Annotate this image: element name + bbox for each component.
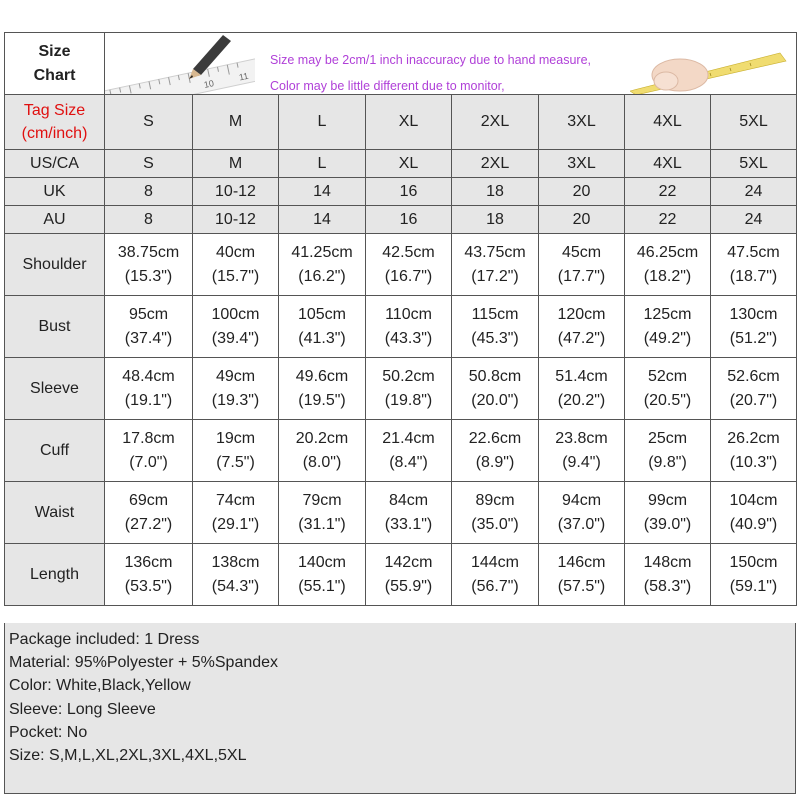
region-row-us-ca	[5, 150, 797, 178]
measurement-inch: (7.5")	[216, 453, 255, 471]
region-label-us-ca: US/CA	[5, 150, 105, 178]
measurement-cm: 19cm	[215, 430, 256, 448]
measurement-inch: (47.2")	[557, 329, 606, 347]
measurement-cell	[366, 358, 452, 420]
measurement-inch: (45.3")	[471, 329, 519, 347]
tag-size-l: L	[279, 95, 366, 150]
measurement-cell	[279, 482, 366, 544]
measurement-inch: (15.7")	[211, 267, 260, 285]
measurement-cm: 95cm	[128, 306, 169, 324]
measurement-inch: (56.7")	[471, 577, 519, 595]
measurement-inch: (20.2")	[557, 391, 606, 409]
measurement-cell	[452, 420, 539, 482]
measurement-cell	[711, 482, 797, 544]
measurement-inch: (43.3")	[384, 329, 433, 347]
region-value: 18	[452, 206, 539, 234]
measurement-cell	[452, 296, 539, 358]
tag-size-m: M	[193, 95, 279, 150]
region-row-uk	[5, 178, 797, 206]
measurement-cell	[366, 482, 452, 544]
measurement-inch: (31.1")	[298, 515, 346, 533]
ruler-pencil-icon	[105, 33, 255, 95]
info-pocket: Pocket: No	[9, 723, 88, 741]
measurement-cm: 99cm	[647, 492, 688, 510]
tag-size-s: S	[105, 95, 193, 150]
measurement-cell	[711, 544, 797, 606]
measurement-inch: (16.2")	[298, 267, 346, 285]
region-value: 10-12	[193, 178, 279, 206]
measurement-inch: (55.9")	[384, 577, 433, 595]
measurement-cell	[366, 420, 452, 482]
size-table	[4, 32, 797, 606]
measurement-row-sleeve	[5, 358, 797, 420]
measurement-cm: 79cm	[302, 492, 342, 510]
region-value: 14	[279, 206, 366, 234]
measurement-cell	[279, 234, 366, 296]
measurement-inch: (35.0")	[471, 515, 519, 533]
measurement-cm: 104cm	[729, 492, 778, 510]
measurement-cell	[193, 234, 279, 296]
measurement-label-waist: Waist	[5, 482, 105, 544]
measurement-cell	[625, 296, 711, 358]
measurement-cm: 38.75cm	[117, 244, 180, 262]
region-value: 5XL	[711, 150, 797, 178]
measurement-inch: (19.8")	[384, 391, 433, 409]
measurement-cell	[711, 234, 797, 296]
measurement-inch: (39.0")	[643, 515, 692, 533]
measurement-cm: 115cm	[471, 306, 519, 324]
measurement-cm: 49cm	[215, 368, 256, 386]
measurement-cell	[711, 296, 797, 358]
measurement-inch: (41.3")	[298, 329, 346, 347]
product-info	[4, 623, 796, 794]
measurement-row-bust	[5, 296, 797, 358]
measurement-cell	[452, 482, 539, 544]
title-line2: Chart	[33, 66, 76, 84]
measurement-inch: (19.5")	[298, 391, 346, 409]
measurement-cm: 40cm	[215, 244, 256, 262]
measurement-cell	[366, 296, 452, 358]
measurement-inch: (37.0")	[557, 515, 606, 533]
measurement-cm: 142cm	[384, 554, 433, 572]
measurement-cm: 105cm	[297, 306, 347, 324]
measurement-inch: (29.1")	[211, 515, 260, 533]
measurement-inch: (57.5")	[557, 577, 606, 595]
ruler-number-11: 11	[238, 70, 250, 83]
measurement-cm: 138cm	[211, 554, 260, 572]
tag-size-label	[5, 95, 105, 150]
measurement-cell	[452, 544, 539, 606]
measurement-cell	[539, 234, 625, 296]
measurement-inch: (19.1")	[124, 391, 173, 409]
measurement-cell	[452, 358, 539, 420]
measurement-inch: (53.5")	[124, 577, 173, 595]
measurement-cell	[279, 420, 366, 482]
measurement-cell	[625, 482, 711, 544]
measurement-cm: 23.8cm	[555, 430, 608, 448]
region-value: 14	[279, 178, 366, 206]
measurement-cell	[366, 544, 452, 606]
tag-size-row	[5, 95, 797, 150]
measurement-cm: 144cm	[470, 554, 520, 572]
measurement-inch: (10.3")	[729, 453, 778, 471]
measurement-inch: (40.9")	[729, 515, 778, 533]
measurement-cell	[279, 358, 366, 420]
measurement-cm: 21.4cm	[382, 430, 435, 448]
measurement-cm: 17.8cm	[122, 430, 175, 448]
tag-size-label-line1: Tag Size	[23, 101, 86, 119]
measurement-inch: (20.5")	[643, 391, 692, 409]
measurement-cm: 49.6cm	[295, 368, 349, 386]
measurement-cell	[279, 296, 366, 358]
ruler-number-10: 10	[202, 78, 215, 90]
measurement-inch: (9.4")	[562, 453, 601, 471]
measurement-cm: 140cm	[297, 554, 347, 572]
measurement-cm: 50.8cm	[468, 368, 522, 386]
measurement-cell	[539, 544, 625, 606]
region-value: 20	[539, 178, 625, 206]
measurement-cm: 26.2cm	[727, 430, 780, 448]
region-value: 8	[105, 178, 193, 206]
measurement-cell	[193, 420, 279, 482]
measurement-inch: (59.1")	[729, 577, 778, 595]
measure-notice-banner	[105, 33, 797, 95]
region-value: 3XL	[539, 150, 625, 178]
tag-size-xl: XL	[366, 95, 452, 150]
size-chart-title	[5, 33, 105, 95]
measurement-cm: 20.2cm	[295, 430, 349, 448]
region-label-uk: UK	[5, 178, 105, 206]
measurement-cm: 69cm	[128, 492, 169, 510]
region-value: 24	[711, 178, 797, 206]
info-sleeve: Sleeve: Long Sleeve	[9, 700, 156, 718]
info-color: Color: White,Black,Yellow	[9, 677, 191, 695]
region-value: 24	[711, 206, 797, 234]
measurement-inch: (7.0")	[129, 453, 168, 471]
measurement-inch: (49.2")	[643, 329, 692, 347]
region-value: 2XL	[452, 150, 539, 178]
measurement-row-shoulder	[5, 234, 797, 296]
measurement-cm: 146cm	[557, 554, 606, 572]
measurement-cm: 50.2cm	[382, 368, 435, 386]
measurement-label-shoulder: Shoulder	[5, 234, 105, 296]
measurement-cell	[105, 544, 193, 606]
measurement-cell	[625, 234, 711, 296]
hand-tape-measure-icon	[630, 51, 790, 95]
measurement-cm: 120cm	[557, 306, 606, 324]
measurement-cell	[539, 296, 625, 358]
measurement-cm: 42.5cm	[382, 244, 435, 262]
measurement-inch: (19.3")	[211, 391, 260, 409]
region-value: M	[193, 150, 279, 178]
measurement-label-cuff: Cuff	[5, 420, 105, 482]
tag-size-3xl: 3XL	[539, 95, 625, 150]
measurement-cm: 52.6cm	[727, 368, 780, 386]
region-value: L	[279, 150, 366, 178]
measurement-inch: (33.1")	[384, 515, 433, 533]
measurement-inch: (18.7")	[729, 267, 778, 285]
measurement-row-waist	[5, 482, 797, 544]
region-row-au	[5, 206, 797, 234]
measurement-cell	[105, 358, 193, 420]
region-value: 10-12	[193, 206, 279, 234]
measurement-label-length: Length	[5, 544, 105, 606]
measurement-inch: (55.1")	[298, 577, 346, 595]
measurement-cell	[711, 358, 797, 420]
tag-size-4xl: 4XL	[625, 95, 711, 150]
measurement-cell	[105, 234, 193, 296]
measurement-inch: (8.9")	[475, 453, 515, 471]
measurement-inch: (8.0")	[302, 453, 342, 471]
measurement-cell	[625, 358, 711, 420]
measurement-cell	[366, 234, 452, 296]
region-value: 22	[625, 178, 711, 206]
measurement-cm: 47.5cm	[727, 244, 780, 262]
measurement-cm: 74cm	[215, 492, 256, 510]
measurement-inch: (17.2")	[471, 267, 519, 285]
measure-notes	[270, 47, 591, 95]
measurement-inch: (16.7")	[384, 267, 433, 285]
region-value: 22	[625, 206, 711, 234]
measurement-cell	[193, 358, 279, 420]
measurement-cell	[539, 420, 625, 482]
note-accuracy: Size may be 2cm/1 inch inaccuracy due to hand measure,	[270, 53, 592, 67]
measurement-cm: 41.25cm	[291, 244, 353, 262]
header-row	[5, 33, 797, 95]
tag-size-5xl: 5XL	[711, 95, 797, 150]
tag-size-2xl: 2XL	[452, 95, 539, 150]
measurement-cell	[539, 482, 625, 544]
measurement-cm: 45cm	[561, 244, 602, 262]
measurement-cell	[105, 420, 193, 482]
measurement-cell	[452, 234, 539, 296]
region-label-au: AU	[5, 206, 105, 234]
measurement-row-length	[5, 544, 797, 606]
tag-size-label-line2: (cm/inch)	[21, 125, 88, 142]
measurement-cell	[625, 544, 711, 606]
measurement-cell	[105, 296, 193, 358]
measurement-cm: 22.6cm	[468, 430, 522, 448]
measurement-cm: 25cm	[647, 430, 688, 448]
region-value: 8	[105, 206, 193, 234]
measurement-cm: 52cm	[647, 368, 688, 386]
title-line1: Size	[38, 43, 71, 61]
measurement-row-cuff	[5, 420, 797, 482]
measurement-label-sleeve: Sleeve	[5, 358, 105, 420]
region-value: XL	[366, 150, 452, 178]
info-package: Package included: 1 Dress	[9, 631, 200, 648]
measurement-cell	[539, 358, 625, 420]
measurement-cell	[193, 296, 279, 358]
measurement-cell	[625, 420, 711, 482]
measurement-cm: 130cm	[729, 306, 778, 324]
measurement-cm: 148cm	[643, 554, 692, 572]
measurement-inch: (54.3")	[211, 577, 260, 595]
measurement-cm: 94cm	[561, 492, 602, 510]
measurement-cm: 110cm	[385, 306, 432, 324]
measurement-cm: 43.75cm	[464, 244, 526, 262]
measurement-inch: (17.7")	[557, 267, 606, 285]
measurement-cm: 89cm	[475, 492, 515, 510]
measurement-cm: 51.4cm	[555, 368, 608, 386]
measurement-cm: 46.25cm	[636, 244, 699, 262]
region-value: 18	[452, 178, 539, 206]
measurement-cm: 150cm	[729, 554, 778, 572]
measurement-cell	[711, 420, 797, 482]
measurement-inch: (8.4")	[389, 453, 428, 471]
measurement-inch: (15.3")	[124, 267, 173, 285]
measurement-inch: (18.2")	[643, 267, 692, 285]
measurement-inch: (37.4")	[124, 329, 173, 347]
measurement-inch: (51.2")	[729, 329, 778, 347]
measurement-cm: 125cm	[643, 306, 692, 324]
region-value: 4XL	[625, 150, 711, 178]
measurement-cm: 84cm	[388, 492, 429, 510]
measurement-inch: (27.2")	[124, 515, 173, 533]
measurement-inch: (58.3")	[643, 577, 692, 595]
measurement-cm: 48.4cm	[122, 368, 175, 386]
measurement-inch: (20.0")	[471, 391, 519, 409]
measurement-inch: (20.7")	[729, 391, 778, 409]
note-color: Color may be little different due to monitor,	[270, 79, 505, 93]
measurement-inch: (39.4")	[211, 329, 260, 347]
region-value: 16	[366, 206, 452, 234]
measurement-label-bust: Bust	[5, 296, 105, 358]
measurement-cell	[193, 482, 279, 544]
measurement-cell	[279, 544, 366, 606]
measurement-cell	[105, 482, 193, 544]
measurement-cell	[193, 544, 279, 606]
info-sizes: Size: S,M,L,XL,2XL,3XL,4XL,5XL	[9, 747, 247, 765]
region-value: 20	[539, 206, 625, 234]
measurement-cm: 136cm	[124, 554, 173, 572]
region-value: 16	[366, 178, 452, 206]
info-material: Material: 95%Polyester + 5%Spandex	[9, 654, 279, 672]
measurement-inch: (9.8")	[648, 453, 687, 471]
region-value: S	[105, 150, 193, 178]
measurement-cm: 100cm	[211, 306, 260, 324]
